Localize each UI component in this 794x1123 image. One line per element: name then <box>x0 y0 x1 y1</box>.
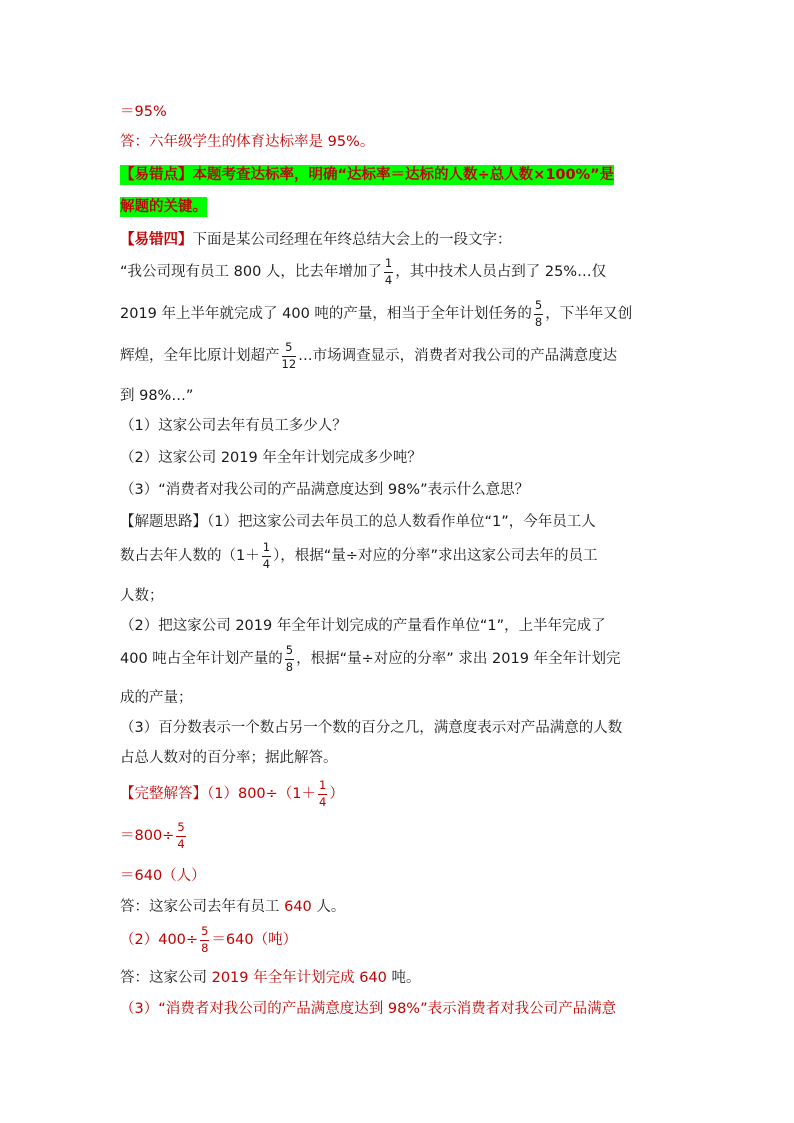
full-answer-7: （3）“消费者对我公司的产品满意度达到 98%”表示消费者对我公司产品满意 <box>120 1001 617 1017</box>
problem-intro: 下面是某公司经理在年终总结大会上的一段文字： <box>192 232 512 248</box>
solution-idea-3: 人数； <box>120 588 164 604</box>
fraction-one-quarter: $\frac{1}{4}$ <box>384 256 393 287</box>
fraction-five-quarters: $\frac{5}{4}$ <box>177 820 185 851</box>
full-answer-3: ＝640（人） <box>120 868 206 884</box>
solution-idea-6: 成的产量； <box>120 690 193 706</box>
fraction-five-twelfths: $\frac{5}{12}$ <box>281 340 297 371</box>
question-3: （3）“消费者对我公司的产品满意度达到 98%”表示什么意思？ <box>120 482 530 498</box>
fraction-one-quarter: $\frac{1}{4}$ <box>262 540 271 571</box>
fraction-one-quarter: $\frac{1}{4}$ <box>319 778 327 809</box>
question-2: （2）这家公司 2019 年全年计划完成多少吨？ <box>120 450 422 466</box>
solution-idea-8: 占总人数对的百分率；据此解答。 <box>120 750 338 766</box>
fraction-five-eighths: $\frac{5}{8}$ <box>534 298 543 329</box>
full-answer-5: （2）400÷ $\frac{5}{8}$ ＝640（吨） <box>120 924 298 955</box>
solution-idea-1: 【解题思路】（1）把这家公司去年员工的总人数看作单位“1”，今年员工人 <box>120 514 596 530</box>
full-answer-6: 答：这家公司 2019 年全年计划完成 640 吨。 <box>120 970 421 986</box>
quote-line-2: 2019 年上半年就完成了 400 吨的产量，相当于全年计划任务的 $\frac{5}{8}$ ，下半年又创 <box>120 298 633 329</box>
full-answer-4: 答：这家公司去年有员工 640 人。 <box>120 899 346 915</box>
problem-tag: 【易错四】 <box>120 232 193 248</box>
solution-idea-2: 数占去年人数的（1＋ $\frac{1}{4}$ ），根据“量÷对应的分率”求出这家公司去年的员工 <box>120 540 598 571</box>
solution-idea-4: （2）把这家公司 2019 年全年计划完成的产量看作单位“1”，上半年完成了 <box>120 618 606 634</box>
result-line-95: ＝95% <box>120 104 167 120</box>
solution-idea-5: 400 吨占全年计划产量的 $\frac{5}{8}$ ，根据“量÷对应的分率” 求出 2019 年全年计划完 <box>120 643 621 674</box>
tip-line-2: 解题的关键。 <box>120 199 207 215</box>
solution-idea-7: （3）百分数表示一个数占另一个数的百分之几，满意度表示对产品满意的人数 <box>120 720 623 736</box>
answer-line-95: 答：六年级学生的体育达标率是 95%。 <box>120 134 375 150</box>
fraction-five-eighths: $\frac{5}{8}$ <box>201 924 209 955</box>
quote-line-1: “我公司现有员工 800 人，比去年增加了 $\frac{1}{4}$ ，其中技术人员占到了 25%…仅 <box>120 256 607 287</box>
full-answer-1: 【完整解答】（1）800÷（1＋ $\frac{1}{4}$ ） <box>120 778 344 809</box>
tip-line-1: 【易错点】本题考查达标率，明确“达标率＝达标的人数÷总人数×100%”是 <box>120 167 615 183</box>
problem-header <box>120 228 512 249</box>
quote-line-3: 辉煌，全年比原计划超产 $\frac{5}{12}$ …市场调查显示，消费者对我公司的产品满意度达 <box>120 340 618 371</box>
fraction-five-eighths: $\frac{5}{8}$ <box>285 643 294 674</box>
question-1: （1）这家公司去年有员工多少人？ <box>120 418 347 434</box>
full-answer-2: ＝800÷ $\frac{5}{4}$ <box>120 820 185 851</box>
quote-line-4: 到 98%…” <box>120 388 194 404</box>
